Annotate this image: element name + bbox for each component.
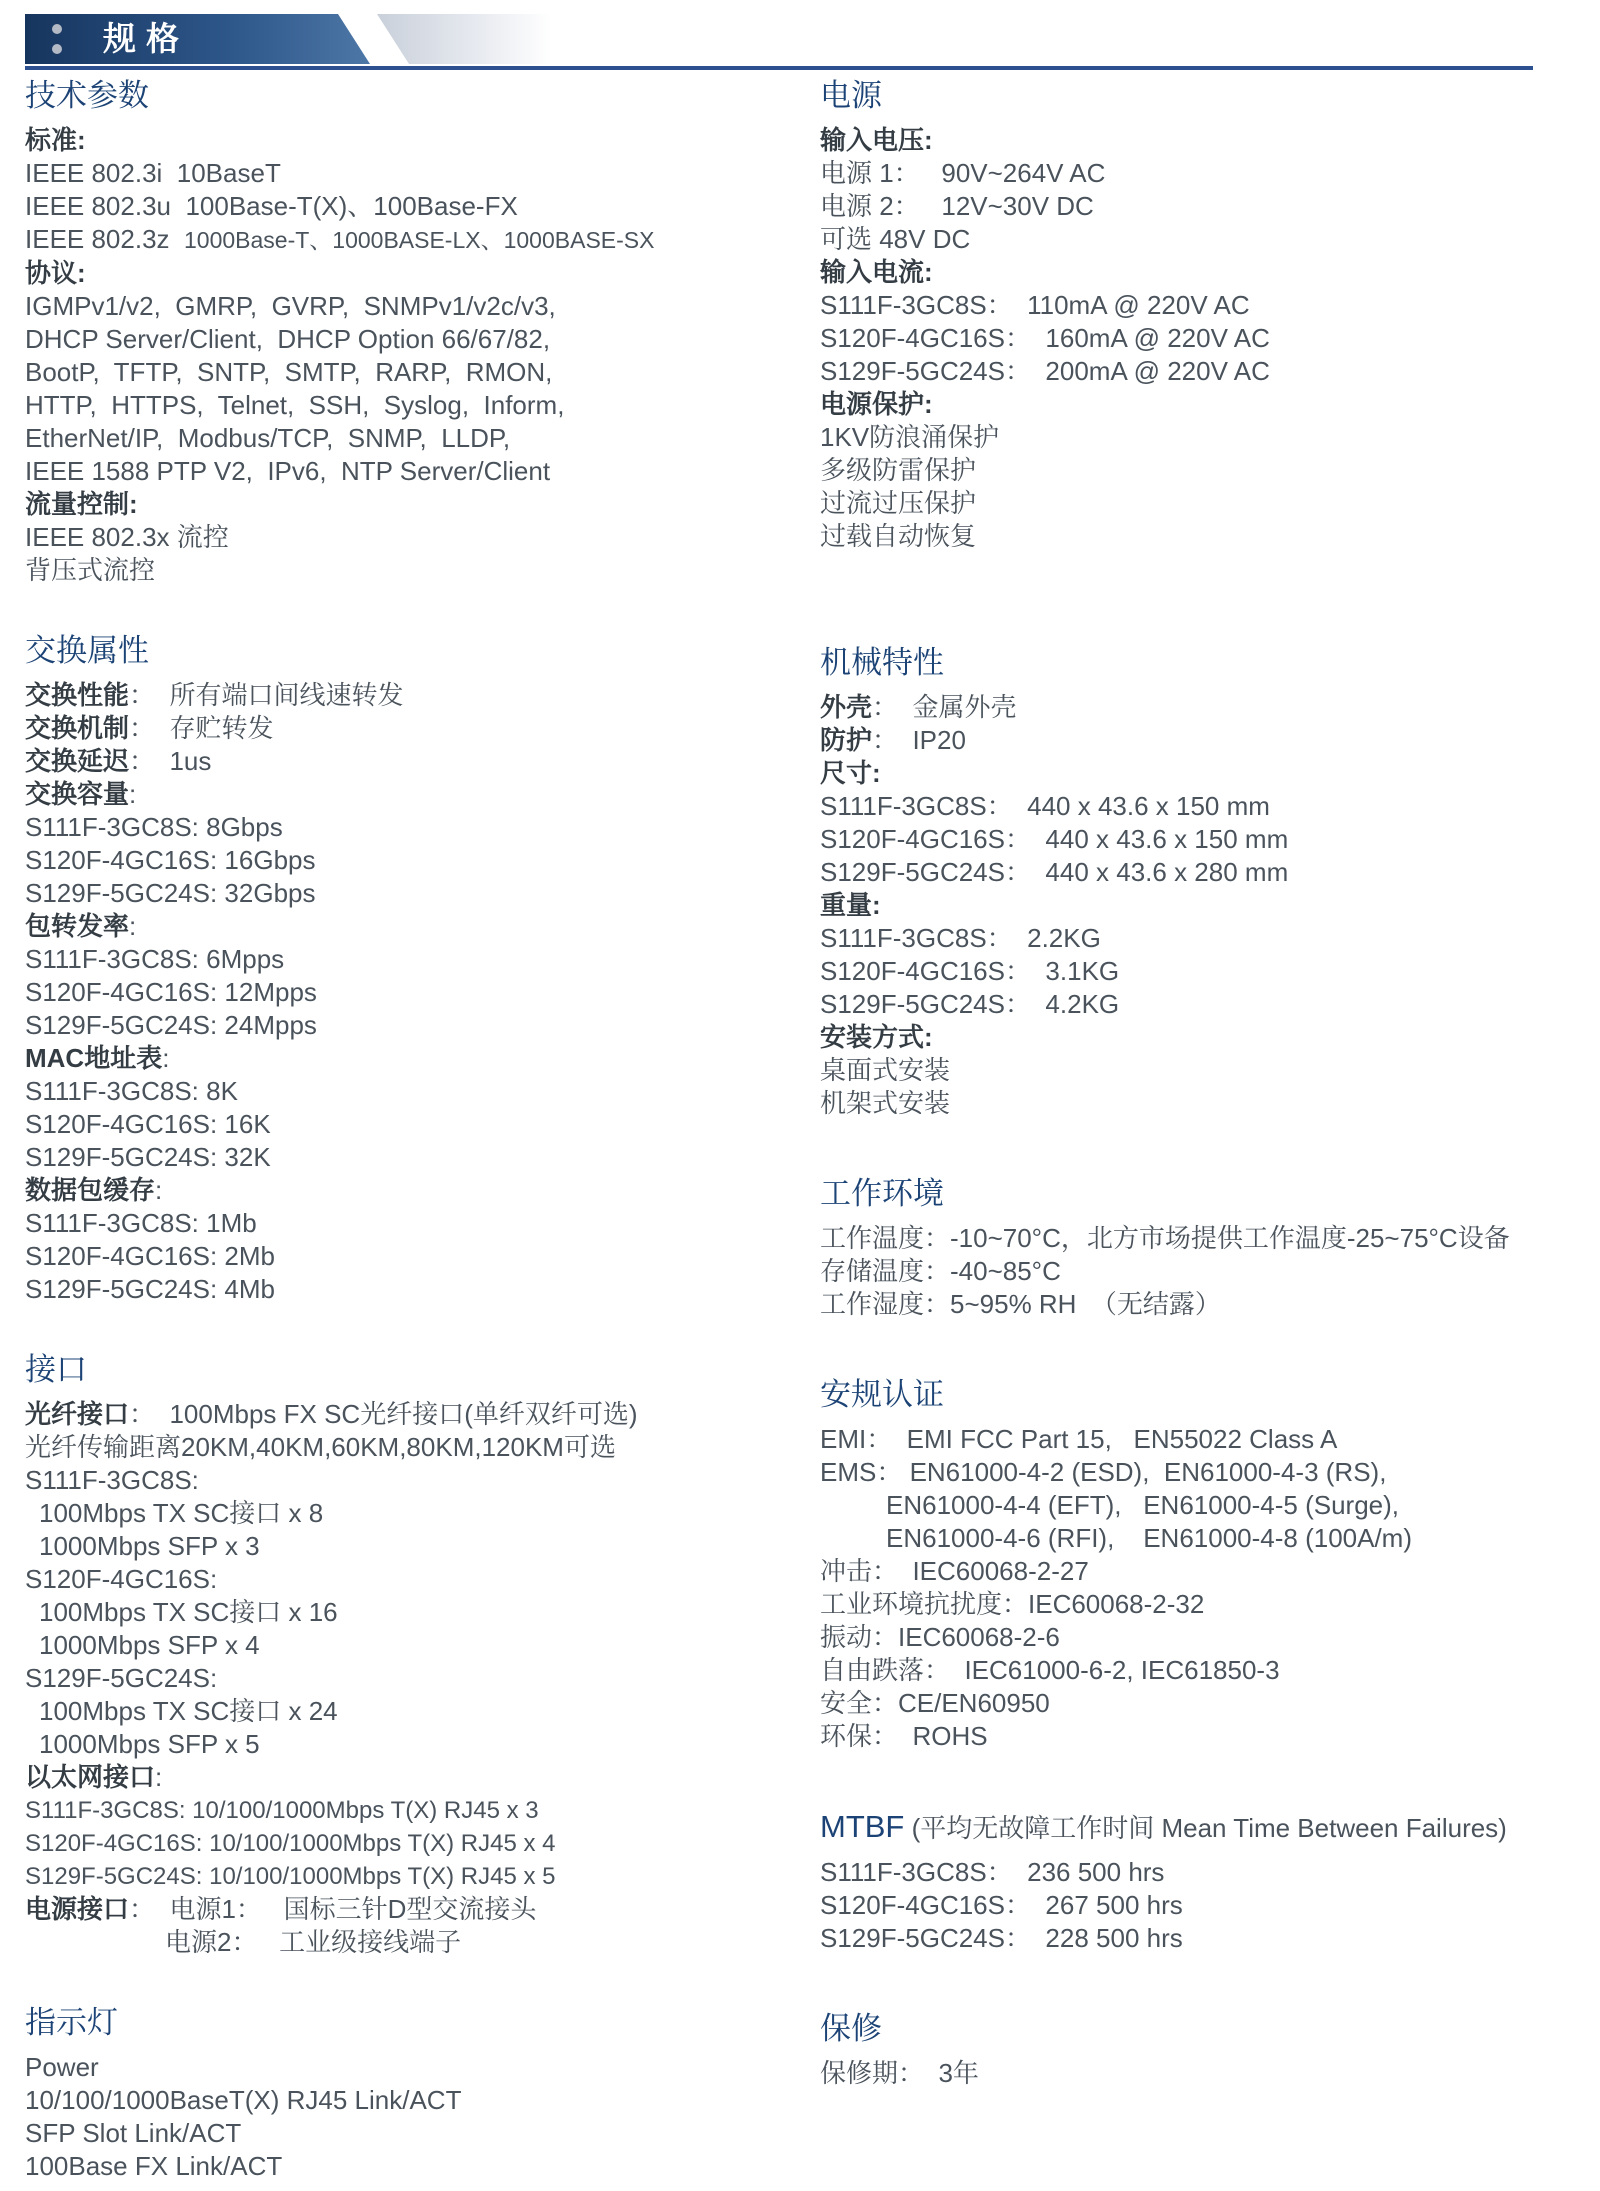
spec-label: 交换性能 [25, 680, 130, 710]
spec-line [25, 1761, 815, 1794]
spec-line [25, 1827, 815, 1860]
section-heading [25, 2005, 815, 2041]
section-heading-text: 技术参数 [25, 78, 149, 113]
spec-text: IEEE 802.3u 100Base-T(X)、100Base-FX [25, 191, 518, 221]
spec-line [25, 1563, 815, 1596]
spec-text: 1000Mbps SFP x 3 [39, 1531, 260, 1561]
spec-text: S129F-5GC24S: 24Mpps [25, 1010, 317, 1040]
spec-text: 工作温度：-10~70°C，北方市场提供工作温度-25~75°C设备 [820, 1223, 1510, 1253]
spec-text: 100Mbps TX SC接口 x 16 [39, 1597, 338, 1627]
spec-line [820, 1021, 1600, 1054]
spec-text: S120F-4GC16S: 10/100/1000Mbps T(X) RJ45 x 4 [25, 1830, 556, 1857]
spec-text: EMS： EN61000-4-2 (ESD), EN61000-4-3 (RS), [820, 1457, 1387, 1487]
spec-text: S129F-5GC24S: [25, 1663, 218, 1693]
spec-label: 电源保护: [820, 389, 933, 419]
spec-text: S129F-5GC24S： 4.2KG [820, 989, 1120, 1019]
spec-line [25, 1174, 815, 1207]
spec-line [25, 811, 815, 844]
spec-text: 1000Base-T、1000BASE-LX、1000BASE-SX [183, 227, 655, 253]
spec-text: S129F-5GC24S： 440 x 43.6 x 280 mm [820, 857, 1289, 887]
spec-text: S111F-3GC8S: 10/100/1000Mbps T(X) RJ45 x 3 [25, 1797, 539, 1824]
spec-line [25, 778, 815, 811]
spec-line [25, 389, 815, 422]
banner-bullets-icon [52, 24, 62, 54]
spec-text: S111F-3GC8S: 6Mpps [25, 944, 285, 974]
spec-text: : [129, 779, 137, 809]
spec-text: BootP, TFTP, SNTP, SMTP, RARP, RMON, [25, 357, 553, 387]
section-heading-text: 接口 [25, 1352, 87, 1387]
spec-text: S120F-4GC16S: 12Mpps [25, 977, 317, 1007]
section-heading-text: 机械特性 [820, 645, 944, 680]
spec-line [820, 454, 1600, 487]
spec-label: 电源接口 [25, 1894, 130, 1924]
spec-line [25, 1431, 815, 1464]
spec-text: ： 电源1： 国标三针D型交流接头 [129, 1894, 537, 1924]
spec-text: IEEE 802.3x 流控 [25, 522, 229, 552]
spec-text: S120F-4GC16S： 160mA @ 220V AC [820, 323, 1270, 353]
spec-text: Power [25, 2052, 99, 2082]
spec-text: S111F-3GC8S: 8K [25, 1076, 238, 1106]
spec-text: 存储温度：-40~85°C [820, 1256, 1061, 1286]
spec-line [820, 1687, 1600, 1720]
spec-text: S120F-4GC16S: 16Gbps [25, 845, 316, 875]
spec-line [820, 1555, 1600, 1588]
section-left-3 [25, 2005, 815, 2183]
spec-line [820, 1054, 1600, 1087]
spec-label: 尺寸: [820, 758, 881, 788]
spec-line [25, 745, 815, 778]
spec-label: MAC地址表 [25, 1043, 163, 1073]
spec-line [820, 487, 1600, 520]
spec-line [25, 323, 815, 356]
section-heading-text: 指示灯 [25, 2005, 118, 2040]
spec-text: IEEE 802.3z [25, 224, 184, 254]
spec-line [25, 157, 815, 190]
spec-line [820, 790, 1600, 823]
spec-text: 冲击： IEC60068-2-27 [820, 1556, 1089, 1586]
spec-line [820, 2057, 1600, 2090]
spec-line [25, 356, 815, 389]
banner-underline [25, 66, 1533, 70]
section-banner [25, 14, 1535, 64]
spec-line [25, 1629, 815, 1662]
spec-text: IEEE 802.3i 10BaseT [25, 158, 281, 188]
section-heading-text: 安规认证 [820, 1377, 944, 1412]
spec-line [820, 1654, 1600, 1687]
section-heading [820, 1809, 1600, 1846]
section-heading [820, 1176, 1600, 1212]
spec-line [25, 679, 815, 712]
spec-text: ： IP20 [872, 725, 966, 755]
spec-line [25, 1695, 815, 1728]
section-heading [25, 78, 815, 114]
section-heading [25, 1352, 815, 1388]
section-left-1 [25, 633, 815, 1306]
spec-line [25, 1728, 815, 1761]
spec-text: S111F-3GC8S： 236 500 hrs [820, 1857, 1165, 1887]
spec-text: 自由跌落： IEC61000-6-2, IEC61850-3 [820, 1655, 1280, 1685]
spec-line [25, 1662, 815, 1695]
spec-text: DHCP Server/Client, DHCP Option 66/67/82, [25, 324, 551, 354]
spec-line [25, 1042, 815, 1075]
section-heading-suffix: (平均无故障工作时间 Mean Time Between Failures) [904, 1813, 1507, 1843]
spec-line [820, 421, 1600, 454]
spec-label: 防护 [820, 725, 873, 755]
spec-line [25, 1240, 815, 1273]
spec-text: : [155, 1762, 163, 1792]
spec-line [25, 1596, 815, 1629]
spec-text: 安全：CE/EN60950 [820, 1688, 1050, 1718]
spec-text: S129F-5GC24S: 32K [25, 1142, 271, 1172]
spec-line [820, 355, 1600, 388]
banner-gray-shape [377, 14, 552, 64]
spec-line [25, 1141, 815, 1174]
section-heading-text: 交换属性 [25, 633, 149, 668]
spec-line [25, 1207, 815, 1240]
spec-line [820, 124, 1600, 157]
spec-text: 100Base FX Link/ACT [25, 2151, 283, 2181]
spec-label: 包转发率 [25, 911, 130, 941]
spec-line [25, 2051, 815, 2084]
spec-line [25, 1009, 815, 1042]
spec-text: 桌面式安装 [820, 1055, 951, 1085]
section-heading-text: 保修 [820, 2011, 882, 2046]
spec-line [820, 889, 1600, 922]
spec-text: ： 1us [129, 746, 212, 776]
spec-line [25, 1108, 815, 1141]
spec-text: S120F-4GC16S: 2Mb [25, 1241, 276, 1271]
spec-line [820, 1456, 1600, 1489]
section-right-5 [820, 2011, 1600, 2090]
spec-line [820, 1489, 1600, 1522]
spec-line [820, 322, 1600, 355]
spec-line [25, 190, 815, 223]
spec-label: 重量: [820, 890, 881, 920]
spec-line [25, 877, 815, 910]
spec-text: 可选 48V DC [820, 224, 971, 254]
spec-line [25, 1893, 815, 1926]
section-heading [820, 1377, 1600, 1413]
spec-text: EN61000-4-4 (EFT), EN61000-4-5 (Surge), [886, 1490, 1399, 1520]
spec-line [25, 976, 815, 1009]
section-left-0 [25, 78, 815, 587]
spec-line [25, 2084, 815, 2117]
spec-line [25, 422, 815, 455]
spec-text: : [129, 911, 137, 941]
spec-text: IEEE 1588 PTP V2, IPv6, NTP Server/Client [25, 456, 551, 486]
spec-line [820, 724, 1600, 757]
spec-label: 安装方式: [820, 1022, 933, 1052]
section-heading [820, 78, 1600, 114]
spec-label: 输入电压: [820, 125, 933, 155]
spec-line [820, 190, 1600, 223]
spec-text: 电源 1： 90V~264V AC [820, 158, 1106, 188]
spec-line [820, 1255, 1600, 1288]
spec-text: 保修期： 3年 [820, 2058, 979, 2088]
spec-line [25, 1273, 815, 1306]
spec-text: S111F-3GC8S： 110mA @ 220V AC [820, 290, 1250, 320]
spec-text: 1000Mbps SFP x 5 [39, 1729, 260, 1759]
section-heading [820, 2011, 1600, 2047]
spec-text: 电源2： 工业级接线端子 [165, 1927, 462, 1957]
spec-line [820, 157, 1600, 190]
spec-label: 输入电流: [820, 257, 933, 287]
spec-text: 100Mbps TX SC接口 x 24 [39, 1696, 338, 1726]
section-heading-text: MTBF [820, 1809, 905, 1844]
spec-line [820, 823, 1600, 856]
spec-text: S129F-5GC24S: 4Mb [25, 1274, 276, 1304]
section-left-2 [25, 1352, 815, 1959]
spec-text: SFP Slot Link/ACT [25, 2118, 242, 2148]
spec-text: 100Mbps TX SC接口 x 8 [39, 1498, 324, 1528]
spec-line [820, 955, 1600, 988]
spec-line [820, 520, 1600, 553]
spec-label: 标准: [25, 125, 86, 155]
spec-text: S120F-4GC16S: 16K [25, 1109, 271, 1139]
spec-line [820, 856, 1600, 889]
spec-text: S129F-5GC24S: 10/100/1000Mbps T(X) RJ45 x 5 [25, 1863, 556, 1890]
spec-label: 协议: [25, 258, 86, 288]
spec-line [25, 844, 815, 877]
spec-line [25, 1075, 815, 1108]
spec-label: 交换延迟 [25, 746, 130, 776]
spec-line [25, 290, 815, 323]
spec-text: EN61000-4-6 (RFI), EN61000-4-8 (100A/m) [886, 1523, 1412, 1553]
spec-text: 振动：IEC60068-2-6 [820, 1622, 1060, 1652]
spec-text: 多级防雷保护 [820, 455, 977, 485]
spec-line [25, 521, 815, 554]
spec-label: 外壳 [820, 692, 873, 722]
spec-line [25, 554, 815, 587]
section-heading [25, 633, 815, 669]
spec-line [25, 1530, 815, 1563]
section-heading [820, 645, 1600, 681]
spec-text: IGMPv1/v2, GMRP, GVRP, SNMPv1/v2c/v3, [25, 291, 556, 321]
section-right-3 [820, 1377, 1600, 1753]
spec-line [25, 1860, 815, 1893]
spec-line [820, 388, 1600, 421]
spec-line [25, 223, 815, 257]
spec-line [25, 124, 815, 157]
spec-text: S111F-3GC8S: 1Mb [25, 1208, 257, 1238]
spec-text: 工业环境抗扰度：IEC60068-2-32 [820, 1589, 1205, 1619]
section-heading-text: 工作环境 [820, 1176, 944, 1211]
spec-text: 光纤传输距离20KM,40KM,60KM,80KM,120KM可选 [25, 1432, 616, 1462]
spec-text: ： 金属外壳 [872, 692, 1017, 722]
spec-text: S120F-4GC16S： 3.1KG [820, 956, 1120, 986]
spec-line [25, 910, 815, 943]
spec-line [820, 1720, 1600, 1753]
spec-text: EtherNet/IP, Modbus/TCP, SNMP, LLDP, [25, 423, 511, 453]
spec-line [820, 1889, 1600, 1922]
spec-text: 过流过压保护 [820, 488, 977, 518]
spec-label: 交换容量 [25, 779, 130, 809]
spec-line [820, 1222, 1600, 1255]
spec-text: ： 100Mbps FX SC光纤接口(单纤双纤可选) [129, 1399, 638, 1429]
spec-text: 背压式流控 [25, 555, 156, 585]
spec-line [820, 1522, 1600, 1555]
spec-line [25, 257, 815, 290]
left-column [25, 78, 815, 2183]
spec-text: : [162, 1043, 170, 1073]
spec-line [25, 2150, 815, 2183]
spec-line [25, 1464, 815, 1497]
section-right-2 [820, 1176, 1600, 1321]
spec-line [25, 488, 815, 521]
banner-blue-shape [25, 14, 370, 64]
spec-line [25, 1497, 815, 1530]
spec-line [820, 922, 1600, 955]
spec-line [820, 1856, 1600, 1889]
spec-label: 光纤接口 [25, 1399, 130, 1429]
spec-line [820, 988, 1600, 1021]
spec-text: 1KV防浪涌保护 [820, 422, 1000, 452]
spec-text: S120F-4GC16S： 267 500 hrs [820, 1890, 1183, 1920]
spec-line [25, 2117, 815, 2150]
spec-text: S120F-4GC16S: [25, 1564, 218, 1594]
spec-text: 机架式安装 [820, 1088, 951, 1118]
spec-text: ： 所有端口间线速转发 [129, 680, 404, 710]
spec-line [25, 1794, 815, 1827]
spec-line [820, 223, 1600, 256]
spec-text: S111F-3GC8S： 2.2KG [820, 923, 1101, 953]
spec-text: S111F-3GC8S: 8Gbps [25, 812, 283, 842]
spec-line [820, 1621, 1600, 1654]
spec-text: S129F-5GC24S: 32Gbps [25, 878, 316, 908]
spec-text: S111F-3GC8S： 440 x 43.6 x 150 mm [820, 791, 1270, 821]
spec-text: S120F-4GC16S： 440 x 43.6 x 150 mm [820, 824, 1289, 854]
spec-text: ： 存贮转发 [129, 713, 274, 743]
spec-text: 10/100/1000BaseT(X) RJ45 Link/ACT [25, 2085, 462, 2115]
spec-text: S129F-5GC24S： 200mA @ 220V AC [820, 356, 1270, 386]
spec-label: 数据包缓存 [25, 1175, 156, 1205]
spec-text: 环保： ROHS [820, 1721, 988, 1751]
spec-line [25, 943, 815, 976]
spec-text: 过载自动恢复 [820, 521, 977, 551]
spec-label: 以太网接口 [25, 1762, 156, 1792]
section-right-4 [820, 1809, 1600, 1955]
spec-line [820, 757, 1600, 790]
spec-text: S129F-5GC24S： 228 500 hrs [820, 1923, 1183, 1953]
spec-line [820, 1423, 1600, 1456]
spec-text: 1000Mbps SFP x 4 [39, 1630, 260, 1660]
page-title: 规格 [103, 20, 189, 57]
spec-text: 工作湿度：5~95% RH （无结露） [820, 1289, 1221, 1319]
section-right-1 [820, 645, 1600, 1120]
spec-text: S111F-3GC8S: [25, 1465, 199, 1495]
spec-label: 交换机制 [25, 713, 130, 743]
section-heading-text: 电源 [820, 78, 882, 113]
spec-line [820, 1288, 1600, 1321]
section-right-0 [820, 78, 1600, 553]
spec-text: HTTP, HTTPS, Telnet, SSH, Syslog, Inform, [25, 390, 565, 420]
spec-label: 流量控制: [25, 489, 138, 519]
spec-line [820, 1087, 1600, 1120]
spec-line [25, 712, 815, 745]
spec-line [820, 1588, 1600, 1621]
spec-line [820, 1922, 1600, 1955]
spec-text: : [155, 1175, 163, 1205]
spec-line [820, 289, 1600, 322]
spec-line [820, 256, 1600, 289]
spec-text: 电源 2： 12V~30V DC [820, 191, 1094, 221]
spec-line [25, 455, 815, 488]
spec-line [820, 691, 1600, 724]
spec-line [25, 1926, 815, 1959]
spec-text: EMI： EMI FCC Part 15, EN55022 Class A [820, 1424, 1338, 1454]
right-column [820, 78, 1600, 2090]
spec-line [25, 1398, 815, 1431]
